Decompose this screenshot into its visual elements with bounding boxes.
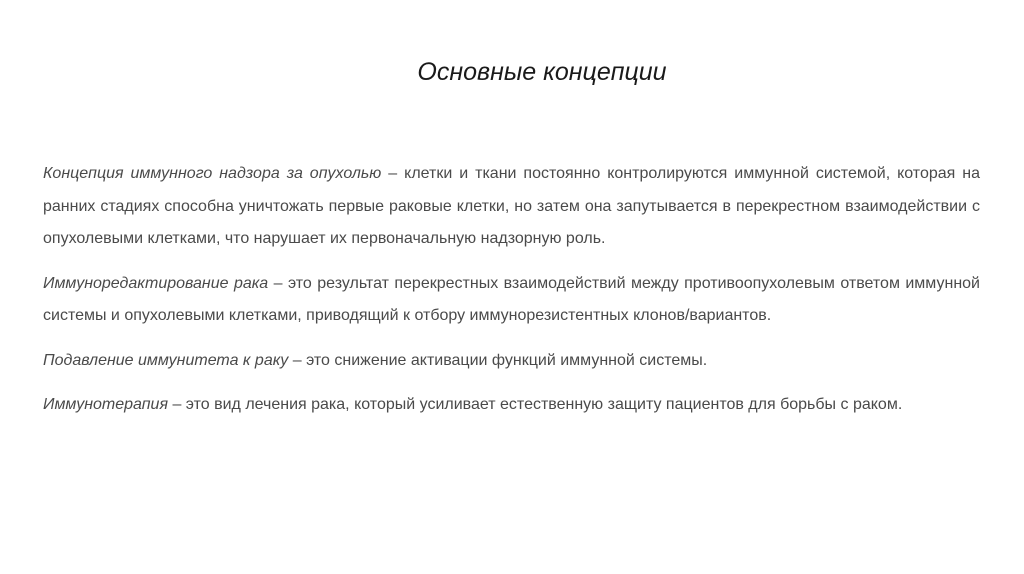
definition-immunoediting: – это результат перекрестных взаимодействий между противоопухолевым ответом иммунной системы и опухолевыми клетками, приводящий к отбору иммунорезистентных клонов/вариантов.	[43, 274, 980, 324]
slide-title: Основные концепции	[417, 58, 667, 86]
term-immune-suppression: Подавление иммунитета к раку	[43, 351, 289, 369]
paragraph-immune-suppression	[43, 345, 980, 378]
term-immune-surveillance: Концепция иммунного надзора за опухолью	[43, 165, 382, 182]
definition-immune-suppression: – это снижение активации функций иммунной системы.	[288, 351, 708, 369]
paragraph-immune-surveillance	[43, 158, 980, 256]
term-immunoediting: Иммунoредактирование рака	[43, 274, 269, 292]
term-immunotherapy: Иммунотерапия	[43, 396, 168, 413]
definition-immune-surveillance: – клетки и ткани постоянно контролируются иммунной системой, которая на ранних стадиях способна уничтожать первые раковые клетки, но затем она запутывается в перекрестном взаимодействии с опухолевыми клетками, что нарушает их первоначальную надзорную роль.	[43, 165, 980, 247]
definition-immunotherapy: – это вид лечения рака, который усиливает естественную защиту пациентов для борьбы с раком.	[168, 396, 903, 413]
paragraph-immunotherapy	[43, 389, 980, 422]
slide-body	[43, 158, 980, 434]
paragraph-immunoediting	[43, 268, 980, 333]
